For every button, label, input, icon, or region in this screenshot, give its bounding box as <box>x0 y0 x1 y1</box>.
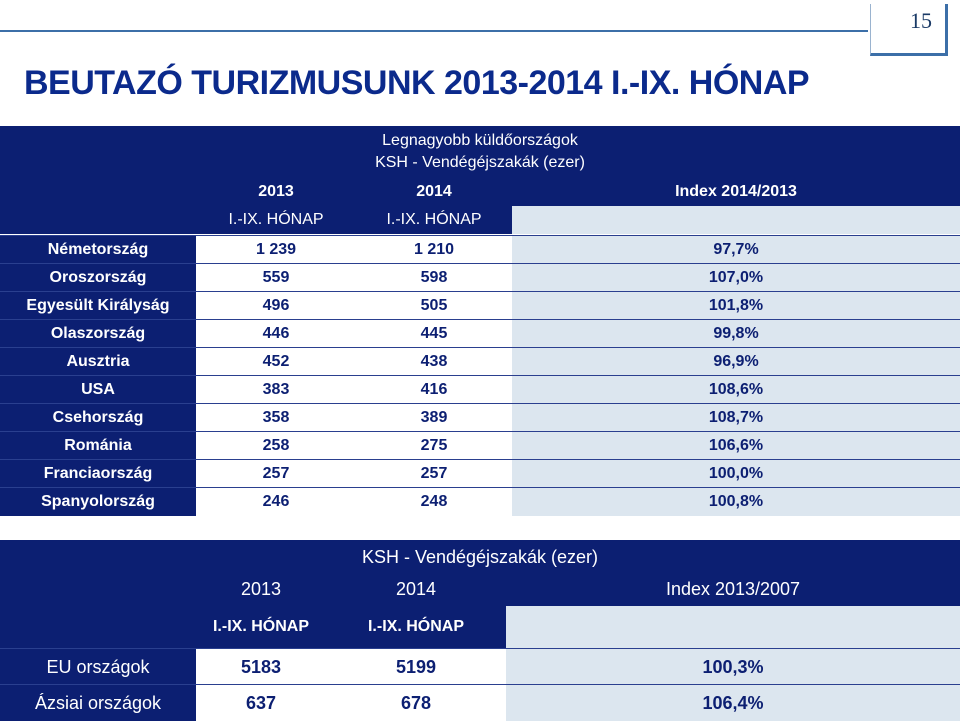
value-index: 100,0% <box>512 460 960 488</box>
table2-sub-2013: I.-IX. HÓNAP <box>196 606 326 648</box>
value-2014: 438 <box>356 348 512 376</box>
region-name: Ázsiai országok <box>0 685 196 721</box>
table2-sub-2014: I.-IX. HÓNAP <box>326 606 506 648</box>
value-2013: 257 <box>196 460 356 488</box>
header-rule <box>0 30 868 32</box>
table-row <box>0 319 960 348</box>
country-name: Oroszország <box>0 264 196 292</box>
value-2013: 559 <box>196 264 356 292</box>
value-2013: 452 <box>196 348 356 376</box>
value-2014: 678 <box>326 685 506 721</box>
value-index: 99,8% <box>512 320 960 348</box>
value-index: 106,4% <box>506 685 960 721</box>
country-name: Németország <box>0 236 196 264</box>
region-name: EU országok <box>0 649 196 685</box>
value-2013: 637 <box>196 685 326 721</box>
table1-sub-2013: I.-IX. HÓNAP <box>196 206 356 234</box>
value-index: 107,0% <box>512 264 960 292</box>
table1-col-2013: 2013 <box>196 178 356 206</box>
value-2013: 1 239 <box>196 236 356 264</box>
table-row <box>0 375 960 404</box>
table1-caption-line2: KSH - Vendégéjszakák (ezer) <box>375 154 585 171</box>
value-2014: 257 <box>356 460 512 488</box>
table2-col-index: Index 2013/2007 <box>506 572 960 606</box>
value-2014: 1 210 <box>356 236 512 264</box>
value-index: 97,7% <box>512 236 960 264</box>
country-name: Egyesült Királyság <box>0 292 196 320</box>
table1-caption-row <box>0 126 960 178</box>
slide-number: 15 <box>910 8 932 33</box>
value-2013: 358 <box>196 404 356 432</box>
table1-subheader-row <box>0 206 960 234</box>
table-row <box>0 347 960 376</box>
table2-year-row <box>0 572 960 606</box>
country-name: Ausztria <box>0 348 196 376</box>
value-index: 96,9% <box>512 348 960 376</box>
table2-col-2014: 2014 <box>326 572 506 606</box>
table1-year-row <box>0 178 960 206</box>
value-index: 108,7% <box>512 404 960 432</box>
table-row <box>0 235 960 264</box>
value-2014: 598 <box>356 264 512 292</box>
value-2013: 258 <box>196 432 356 460</box>
value-2014: 445 <box>356 320 512 348</box>
table1-caption-line1: Legnagyobb küldőországok <box>382 132 578 149</box>
country-name: Spanyolország <box>0 488 196 516</box>
table-row <box>0 431 960 460</box>
table-row <box>0 263 960 292</box>
value-index: 106,6% <box>512 432 960 460</box>
country-name: Franciaország <box>0 460 196 488</box>
value-2013: 383 <box>196 376 356 404</box>
value-2013: 496 <box>196 292 356 320</box>
value-2014: 505 <box>356 292 512 320</box>
value-2014: 416 <box>356 376 512 404</box>
value-index: 100,8% <box>512 488 960 516</box>
table2-col-2013: 2013 <box>196 572 326 606</box>
table2-caption: KSH - Vendégéjszakák (ezer) <box>0 540 960 572</box>
value-index: 108,6% <box>512 376 960 404</box>
table2-caption-row <box>0 540 960 572</box>
table-row <box>0 487 960 516</box>
source-countries-table <box>0 126 960 520</box>
country-name: Olaszország <box>0 320 196 348</box>
table-row <box>0 403 960 432</box>
value-2014: 275 <box>356 432 512 460</box>
value-index: 100,3% <box>506 649 960 685</box>
value-2013: 246 <box>196 488 356 516</box>
country-name: Románia <box>0 432 196 460</box>
slide-title: BEUTAZÓ TURIZMUSUNK 2013-2014 I.-IX. HÓNAP <box>24 64 810 102</box>
table-row <box>0 459 960 488</box>
table2-subheader-row <box>0 606 960 648</box>
value-2014: 389 <box>356 404 512 432</box>
table1-sub-2014: I.-IX. HÓNAP <box>356 206 512 234</box>
country-name: USA <box>0 376 196 404</box>
slide-number-box <box>870 4 948 56</box>
country-name: Csehország <box>0 404 196 432</box>
table-row <box>0 291 960 320</box>
table1-col-2014: 2014 <box>356 178 512 206</box>
value-2013: 5183 <box>196 649 326 685</box>
value-2013: 446 <box>196 320 356 348</box>
value-2014: 5199 <box>326 649 506 685</box>
table-row <box>0 648 960 685</box>
table1-col-index: Index 2014/2013 <box>512 178 960 206</box>
value-index: 101,8% <box>512 292 960 320</box>
regions-table <box>0 540 960 720</box>
table-row <box>0 684 960 721</box>
value-2014: 248 <box>356 488 512 516</box>
